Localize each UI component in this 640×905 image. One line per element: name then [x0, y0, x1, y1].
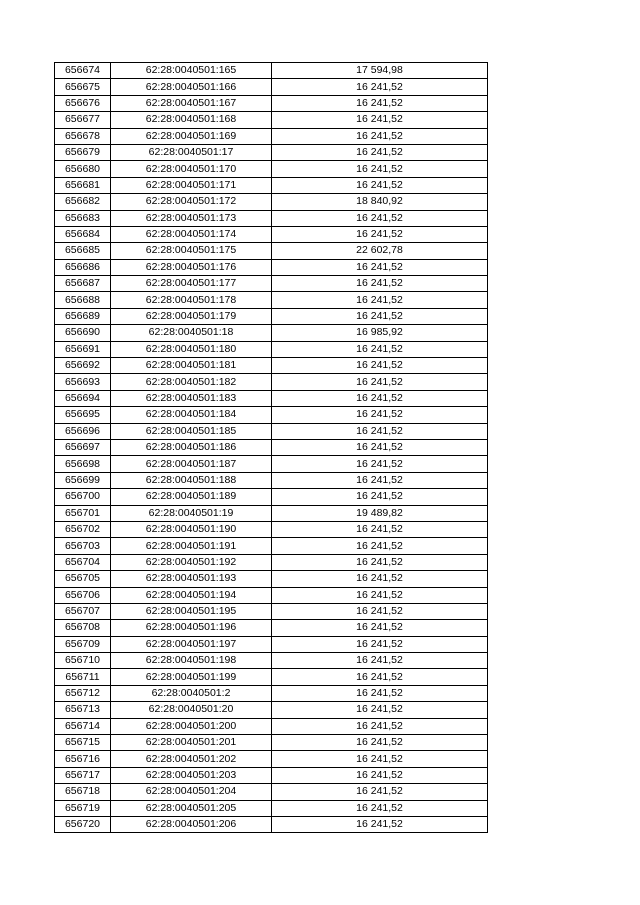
cadastral-number-cell: 62:28:0040501:181 [111, 358, 272, 374]
cadastral-number-cell: 62:28:0040501:202 [111, 751, 272, 767]
row-id-cell: 656696 [55, 423, 111, 439]
cadastral-number-cell: 62:28:0040501:197 [111, 636, 272, 652]
value-cell: 16 241,52 [272, 226, 488, 242]
cadastral-number-cell: 62:28:0040501:174 [111, 226, 272, 242]
value-cell: 16 241,52 [272, 800, 488, 816]
table-row [55, 816, 488, 832]
cadastral-number-cell: 62:28:0040501:194 [111, 587, 272, 603]
value-cell: 16 241,52 [272, 210, 488, 226]
table-row [55, 702, 488, 718]
row-id-cell: 656706 [55, 587, 111, 603]
row-id-cell: 656687 [55, 276, 111, 292]
row-id-cell: 656716 [55, 751, 111, 767]
table-row [55, 194, 488, 210]
table-row [55, 538, 488, 554]
table-body [55, 63, 488, 833]
value-cell: 16 241,52 [272, 571, 488, 587]
row-id-cell: 656678 [55, 128, 111, 144]
value-cell: 16 241,52 [272, 751, 488, 767]
cadastral-number-cell: 62:28:0040501:176 [111, 259, 272, 275]
cadastral-number-cell: 62:28:0040501:192 [111, 554, 272, 570]
table-row [55, 439, 488, 455]
cadastral-number-cell: 62:28:0040501:200 [111, 718, 272, 734]
value-cell: 16 241,52 [272, 308, 488, 324]
cadastral-number-cell: 62:28:0040501:191 [111, 538, 272, 554]
value-cell: 16 241,52 [272, 390, 488, 406]
table-row [55, 603, 488, 619]
value-cell: 16 241,52 [272, 784, 488, 800]
table-row [55, 407, 488, 423]
value-cell: 16 241,52 [272, 161, 488, 177]
cadastral-number-cell: 62:28:0040501:188 [111, 472, 272, 488]
table-row [55, 358, 488, 374]
value-cell: 16 241,52 [272, 407, 488, 423]
row-id-cell: 656715 [55, 735, 111, 751]
cadastral-number-cell: 62:28:0040501:17 [111, 144, 272, 160]
cadastral-number-cell: 62:28:0040501:178 [111, 292, 272, 308]
cadastral-number-cell: 62:28:0040501:182 [111, 374, 272, 390]
table-row [55, 800, 488, 816]
cadastral-number-cell: 62:28:0040501:20 [111, 702, 272, 718]
row-id-cell: 656711 [55, 669, 111, 685]
cadastral-number-cell: 62:28:0040501:179 [111, 308, 272, 324]
cadastral-number-cell: 62:28:0040501:203 [111, 767, 272, 783]
cadastral-number-cell: 62:28:0040501:199 [111, 669, 272, 685]
table-row [55, 161, 488, 177]
table-row [55, 751, 488, 767]
row-id-cell: 656684 [55, 226, 111, 242]
value-cell: 16 241,52 [272, 653, 488, 669]
row-id-cell: 656700 [55, 489, 111, 505]
row-id-cell: 656695 [55, 407, 111, 423]
row-id-cell: 656683 [55, 210, 111, 226]
value-cell: 16 241,52 [272, 128, 488, 144]
table-row [55, 456, 488, 472]
cadastral-number-cell: 62:28:0040501:18 [111, 325, 272, 341]
value-cell: 16 241,52 [272, 489, 488, 505]
row-id-cell: 656709 [55, 636, 111, 652]
row-id-cell: 656685 [55, 243, 111, 259]
value-cell: 16 241,52 [272, 554, 488, 570]
value-cell: 16 241,52 [272, 538, 488, 554]
cadastral-number-cell: 62:28:0040501:172 [111, 194, 272, 210]
row-id-cell: 656691 [55, 341, 111, 357]
value-cell: 19 489,82 [272, 505, 488, 521]
table-row [55, 276, 488, 292]
table-row [55, 292, 488, 308]
row-id-cell: 656699 [55, 472, 111, 488]
value-cell: 16 241,52 [272, 636, 488, 652]
cadastral-number-cell: 62:28:0040501:170 [111, 161, 272, 177]
table-row [55, 587, 488, 603]
value-cell: 16 241,52 [272, 521, 488, 537]
table-row [55, 489, 488, 505]
cadastral-number-cell: 62:28:0040501:198 [111, 653, 272, 669]
cadastral-number-cell: 62:28:0040501:184 [111, 407, 272, 423]
table-row [55, 259, 488, 275]
value-cell: 16 241,52 [272, 718, 488, 734]
value-cell: 16 241,52 [272, 816, 488, 832]
cadastral-number-cell: 62:28:0040501:183 [111, 390, 272, 406]
row-id-cell: 656712 [55, 685, 111, 701]
cadastral-number-cell: 62:28:0040501:201 [111, 735, 272, 751]
cadastral-number-cell: 62:28:0040501:19 [111, 505, 272, 521]
value-cell: 16 241,52 [272, 702, 488, 718]
cadastral-number-cell: 62:28:0040501:2 [111, 685, 272, 701]
table-row [55, 308, 488, 324]
value-cell: 16 241,52 [272, 587, 488, 603]
cadastral-number-cell: 62:28:0040501:187 [111, 456, 272, 472]
row-id-cell: 656693 [55, 374, 111, 390]
value-cell: 16 241,52 [272, 177, 488, 193]
table-row [55, 95, 488, 111]
value-cell: 16 241,52 [272, 95, 488, 111]
cadastral-number-cell: 62:28:0040501:168 [111, 112, 272, 128]
row-id-cell: 656714 [55, 718, 111, 734]
cadastral-value-table [54, 62, 488, 833]
table-row [55, 521, 488, 537]
row-id-cell: 656703 [55, 538, 111, 554]
value-cell: 16 241,52 [272, 669, 488, 685]
table-row [55, 177, 488, 193]
table-row [55, 620, 488, 636]
row-id-cell: 656698 [55, 456, 111, 472]
row-id-cell: 656702 [55, 521, 111, 537]
table-row [55, 210, 488, 226]
table-row [55, 472, 488, 488]
cadastral-number-cell: 62:28:0040501:177 [111, 276, 272, 292]
value-cell: 22 602,78 [272, 243, 488, 259]
value-cell: 16 241,52 [272, 259, 488, 275]
cadastral-number-cell: 62:28:0040501:186 [111, 439, 272, 455]
row-id-cell: 656718 [55, 784, 111, 800]
cadastral-number-cell: 62:28:0040501:169 [111, 128, 272, 144]
table-row [55, 63, 488, 79]
row-id-cell: 656713 [55, 702, 111, 718]
table-row [55, 784, 488, 800]
table-row [55, 374, 488, 390]
table-row [55, 144, 488, 160]
cadastral-number-cell: 62:28:0040501:193 [111, 571, 272, 587]
table-row [55, 341, 488, 357]
row-id-cell: 656674 [55, 63, 111, 79]
table-row [55, 735, 488, 751]
value-cell: 16 241,52 [272, 358, 488, 374]
row-id-cell: 656720 [55, 816, 111, 832]
cadastral-number-cell: 62:28:0040501:175 [111, 243, 272, 259]
value-cell: 16 241,52 [272, 735, 488, 751]
row-id-cell: 656708 [55, 620, 111, 636]
value-cell: 16 241,52 [272, 144, 488, 160]
value-cell: 17 594,98 [272, 63, 488, 79]
cadastral-number-cell: 62:28:0040501:205 [111, 800, 272, 816]
value-cell: 16 241,52 [272, 685, 488, 701]
table-row [55, 79, 488, 95]
table-row [55, 685, 488, 701]
value-cell: 16 241,52 [272, 423, 488, 439]
table-row [55, 554, 488, 570]
row-id-cell: 656686 [55, 259, 111, 275]
value-cell: 16 241,52 [272, 620, 488, 636]
value-cell: 16 241,52 [272, 472, 488, 488]
value-cell: 16 241,52 [272, 456, 488, 472]
table-row [55, 636, 488, 652]
table-row [55, 112, 488, 128]
cadastral-number-cell: 62:28:0040501:204 [111, 784, 272, 800]
cadastral-number-cell: 62:28:0040501:165 [111, 63, 272, 79]
table-row [55, 390, 488, 406]
value-cell: 16 985,92 [272, 325, 488, 341]
row-id-cell: 656682 [55, 194, 111, 210]
row-id-cell: 656701 [55, 505, 111, 521]
value-cell: 16 241,52 [272, 112, 488, 128]
value-cell: 16 241,52 [272, 439, 488, 455]
row-id-cell: 656710 [55, 653, 111, 669]
value-cell: 16 241,52 [272, 767, 488, 783]
row-id-cell: 656689 [55, 308, 111, 324]
table-row [55, 325, 488, 341]
table-row [55, 571, 488, 587]
cadastral-number-cell: 62:28:0040501:171 [111, 177, 272, 193]
cadastral-number-cell: 62:28:0040501:190 [111, 521, 272, 537]
cadastral-number-cell: 62:28:0040501:167 [111, 95, 272, 111]
cadastral-number-cell: 62:28:0040501:189 [111, 489, 272, 505]
row-id-cell: 656697 [55, 439, 111, 455]
table-row [55, 653, 488, 669]
row-id-cell: 656675 [55, 79, 111, 95]
value-cell: 16 241,52 [272, 292, 488, 308]
cadastral-number-cell: 62:28:0040501:173 [111, 210, 272, 226]
table-row [55, 505, 488, 521]
row-id-cell: 656679 [55, 144, 111, 160]
table-row [55, 718, 488, 734]
value-cell: 16 241,52 [272, 79, 488, 95]
table-row [55, 128, 488, 144]
table-row [55, 423, 488, 439]
row-id-cell: 656677 [55, 112, 111, 128]
row-id-cell: 656690 [55, 325, 111, 341]
row-id-cell: 656692 [55, 358, 111, 374]
row-id-cell: 656704 [55, 554, 111, 570]
row-id-cell: 656719 [55, 800, 111, 816]
value-cell: 16 241,52 [272, 374, 488, 390]
value-cell: 18 840,92 [272, 194, 488, 210]
table-row [55, 669, 488, 685]
value-cell: 16 241,52 [272, 276, 488, 292]
table-row [55, 243, 488, 259]
cadastral-number-cell: 62:28:0040501:166 [111, 79, 272, 95]
row-id-cell: 656705 [55, 571, 111, 587]
row-id-cell: 656694 [55, 390, 111, 406]
cadastral-number-cell: 62:28:0040501:185 [111, 423, 272, 439]
row-id-cell: 656688 [55, 292, 111, 308]
cadastral-number-cell: 62:28:0040501:195 [111, 603, 272, 619]
value-cell: 16 241,52 [272, 603, 488, 619]
cadastral-number-cell: 62:28:0040501:196 [111, 620, 272, 636]
row-id-cell: 656717 [55, 767, 111, 783]
table-row [55, 767, 488, 783]
value-cell: 16 241,52 [272, 341, 488, 357]
row-id-cell: 656680 [55, 161, 111, 177]
row-id-cell: 656681 [55, 177, 111, 193]
row-id-cell: 656676 [55, 95, 111, 111]
table-row [55, 226, 488, 242]
cadastral-number-cell: 62:28:0040501:206 [111, 816, 272, 832]
cadastral-number-cell: 62:28:0040501:180 [111, 341, 272, 357]
row-id-cell: 656707 [55, 603, 111, 619]
